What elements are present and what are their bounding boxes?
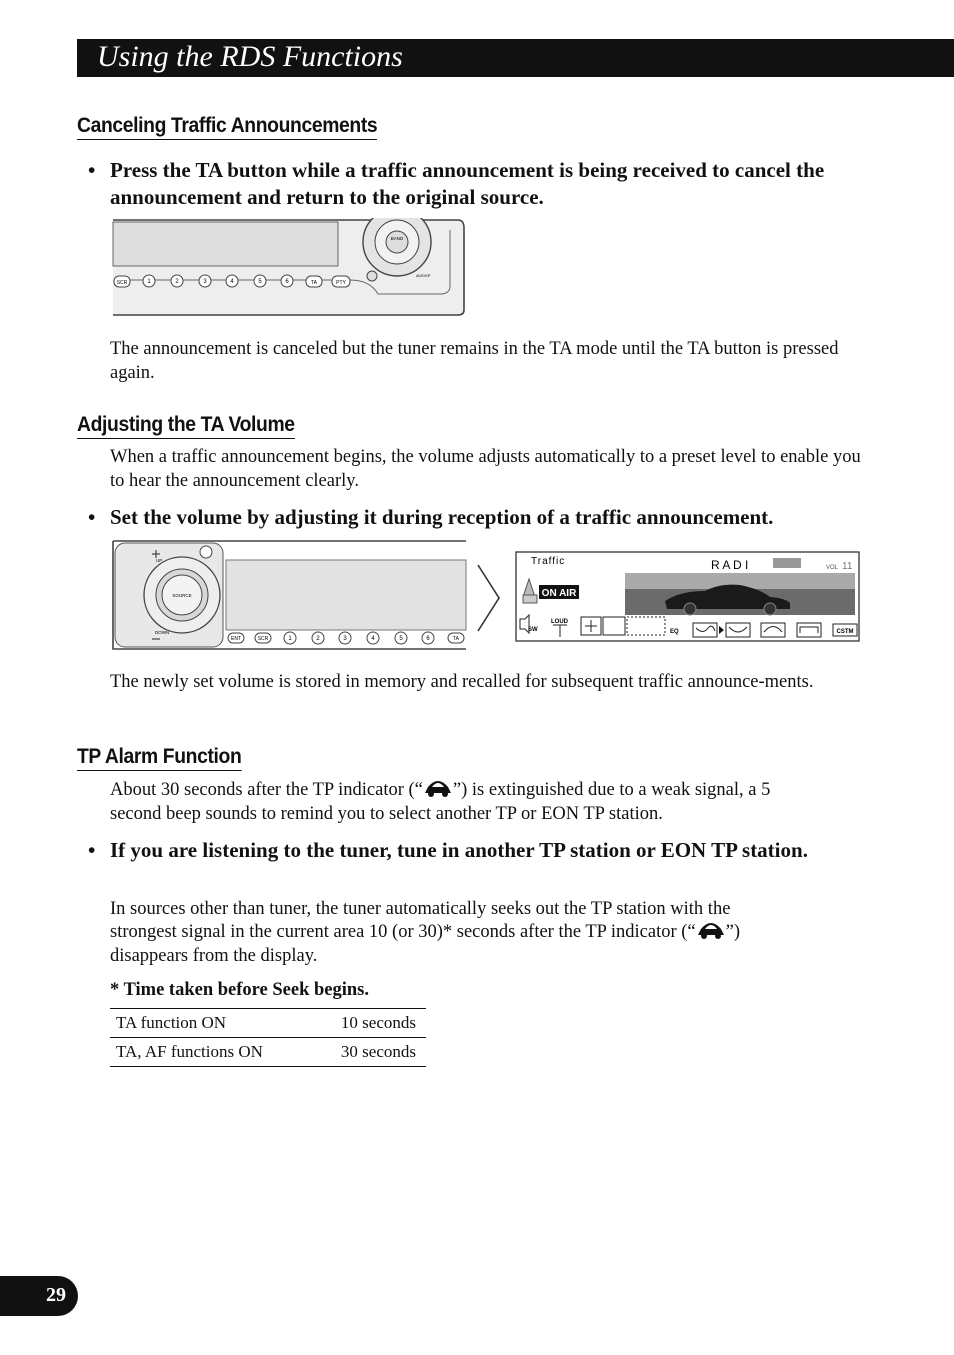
button-4-label: 4 [371, 636, 375, 642]
faceplate-button-row [228, 632, 464, 644]
page-number: 29 [46, 1284, 66, 1306]
bullet-dot: • [88, 158, 96, 182]
button-5-label: 5 [399, 636, 403, 642]
display-figure-traffic [515, 551, 861, 643]
tp-alarm-intro-line1 [110, 778, 770, 802]
head-unit-figure-ta [110, 218, 466, 318]
button-ta-label: TA [310, 280, 318, 286]
button-2-label: 2 [175, 279, 179, 285]
row-value: 10 seconds [311, 1009, 426, 1038]
table-row [110, 1009, 426, 1038]
tp-alarm-intro-part2: ”) is extinguished due to a weak signal, a 5 [452, 780, 771, 800]
faceplate-button-row [114, 275, 350, 287]
button-pty-label: PTY [336, 280, 346, 286]
tp-seek-line2-part1: strongest signal in the current area 10 (or 30)* seconds after the TP indicator (“ [110, 922, 696, 942]
vol-label: VOL [826, 565, 839, 571]
page-title: Using the RDS Functions [97, 40, 403, 73]
bullet-dot: • [88, 838, 96, 862]
head-unit-figure-volume [110, 538, 470, 652]
table-row [110, 1038, 426, 1067]
row-value: 30 seconds [311, 1038, 426, 1067]
tp-alarm-intro-line2: second beep sounds to remind you to select another TP or EON TP station. [110, 804, 663, 824]
tp-seek-line3: disappears from the display. [110, 946, 318, 966]
vol-value: 11 [842, 561, 853, 572]
button-2-label: 2 [316, 636, 320, 642]
instruction-text: Set the volume by adjusting it during reception of a traffic announcement. [110, 505, 774, 529]
radio-text: R A D I [711, 558, 749, 572]
up-label: UP [156, 558, 163, 563]
button-3-label: 3 [343, 636, 347, 642]
eq-label: EQ [670, 629, 679, 635]
button-1-label: 1 [147, 279, 151, 285]
row-label: TA function ON [110, 1009, 311, 1038]
instruction-text: If you are listening to the tuner, tune in another TP station or EON TP station. [110, 838, 808, 862]
band-button-label: BAND [390, 236, 404, 241]
down-label: DOWN [155, 630, 170, 635]
tp-seek-line1: In sources other than tuner, the tuner automatically seeks out the TP station with the [110, 899, 731, 919]
on-air-label: ON AIR [541, 588, 577, 599]
cstm-label: CSTM [836, 629, 854, 635]
instruction-text: Press the TA button while a traffic announcement is being received to cancel the announcement and return to the original source. [110, 158, 825, 209]
tp-seek-line2 [110, 920, 740, 944]
cancel-result-text: The announcement is canceled but the tuner remains in the TA mode until the TA button is pressed again. [110, 339, 839, 383]
heading-tp-alarm: TP Alarm Function [77, 745, 241, 771]
button-6-label: 6 [285, 279, 289, 285]
heading-canceling-traffic: Canceling Traffic Announcements [77, 114, 377, 140]
bullet-dot: • [88, 505, 96, 529]
section-header-bar [77, 39, 954, 77]
tp-indicator-car-icon [423, 778, 453, 798]
ta-volume-intro: When a traffic announcement begins, the volume adjusts automatically to a preset level to enable you to hear the announcement clearly. [110, 447, 861, 491]
seek-time-note-title: * Time taken before Seek begins. [110, 980, 370, 1000]
tp-seek-line2-part2: ”) [725, 922, 741, 942]
traffic-label: Traffic [531, 556, 566, 567]
button-scr-label: SCR [116, 280, 128, 286]
button-ta-label: TA [452, 636, 460, 642]
page-number-tab [0, 1276, 78, 1316]
button-scr-label: SCR [257, 636, 269, 642]
knob-label: AV/DSP [416, 273, 431, 278]
seek-time-table [110, 1008, 426, 1067]
tp-alarm-intro-part1: About 30 seconds after the TP indicator (“ [110, 780, 423, 800]
loud-label: LOUD [551, 619, 568, 625]
arrow-right-icon [476, 563, 502, 633]
heading-ta-volume: Adjusting the TA Volume [77, 413, 295, 439]
row-label: TA, AF functions ON [110, 1038, 311, 1067]
button-1-label: 1 [288, 636, 292, 642]
button-4-label: 4 [230, 279, 234, 285]
sw-label: SW [528, 627, 538, 633]
button-5-label: 5 [258, 279, 262, 285]
button-3-label: 3 [203, 279, 207, 285]
button-6-label: 6 [426, 636, 430, 642]
source-knob-label: SOURCE [172, 593, 192, 598]
tp-indicator-car-icon [696, 920, 726, 940]
volume-memory-text: The newly set volume is stored in memory and recalled for subsequent traffic announce-ments. [110, 672, 814, 692]
button-ent-label: ENT [231, 636, 241, 642]
